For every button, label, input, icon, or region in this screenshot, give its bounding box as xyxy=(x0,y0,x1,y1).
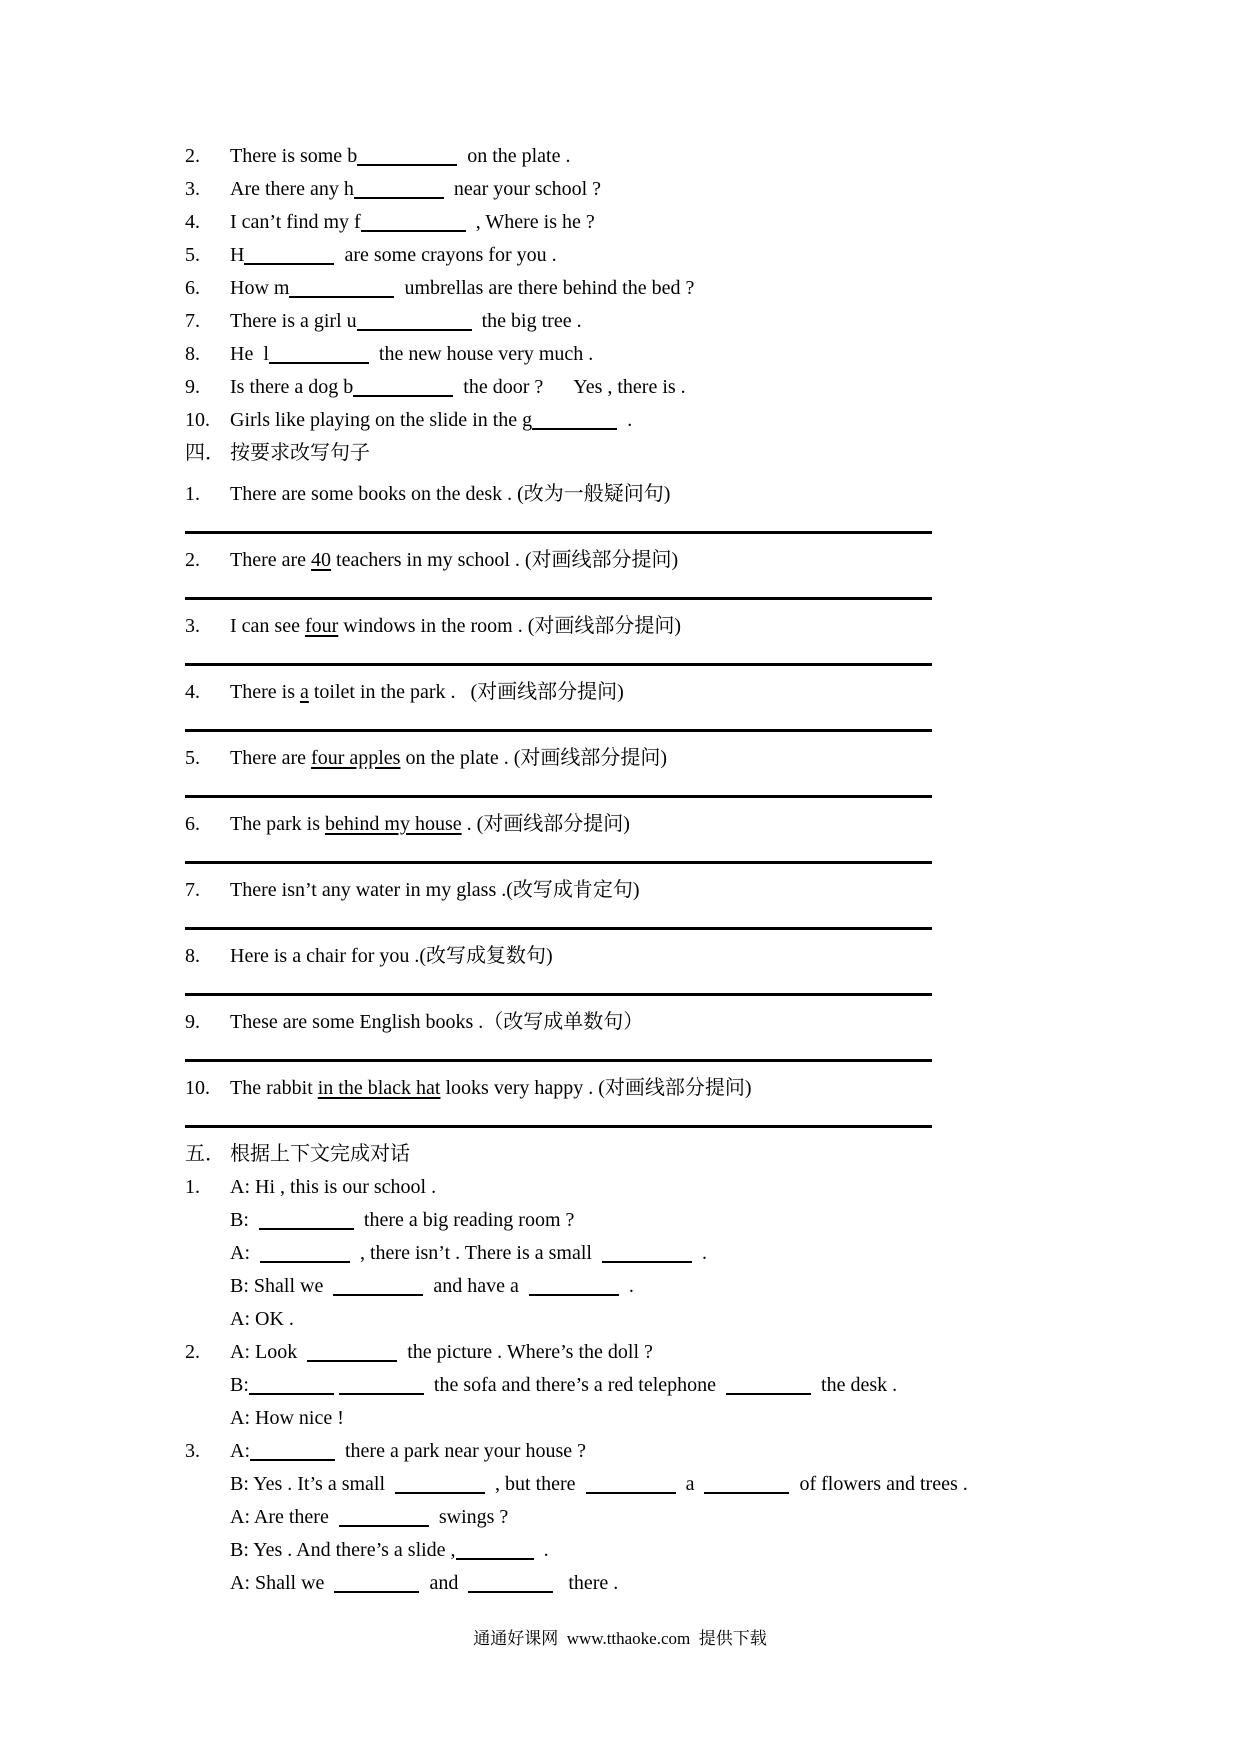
line-text: B: xyxy=(230,1374,249,1396)
line-text: B: Yes . It’s a small xyxy=(230,1473,396,1495)
fill-item xyxy=(185,404,1200,437)
blank-underline xyxy=(704,1478,789,1494)
line-text: are some crayons for you . xyxy=(334,244,557,266)
line-text: There is some b xyxy=(230,145,358,167)
rewrite-item xyxy=(185,874,1200,907)
fill-item xyxy=(185,140,1200,173)
line-text: How m xyxy=(230,277,290,299)
line-text: of flowers and trees . xyxy=(789,1473,968,1495)
line-text: He l xyxy=(230,343,269,365)
rewrite-items xyxy=(185,478,1200,1128)
item-number: 9. xyxy=(185,376,200,398)
page-footer: 通通好课网 www.tthaoke.com 提供下载 xyxy=(473,1629,767,1648)
line-text: B: Shall we xyxy=(230,1275,334,1297)
line-text: Are there any h xyxy=(230,178,354,200)
answer-line xyxy=(185,993,932,996)
blank-underline xyxy=(532,414,617,430)
line-text: There are xyxy=(230,549,312,571)
blank-underline xyxy=(334,1577,419,1593)
dialogue-line xyxy=(185,1534,1200,1567)
blank-underline xyxy=(249,1379,334,1395)
dialogue-line xyxy=(185,1303,1200,1336)
blank-underline xyxy=(244,249,334,265)
dialogue-line xyxy=(185,1435,1200,1468)
item-number: 10. xyxy=(185,1077,210,1099)
blank-underline xyxy=(269,348,369,364)
dialogue-line xyxy=(185,1567,1200,1600)
item-number: 7. xyxy=(185,310,200,332)
rewrite-item xyxy=(185,544,1200,577)
item-number: 8. xyxy=(185,343,200,365)
blank-underline xyxy=(602,1247,692,1263)
blank-underline xyxy=(395,1478,485,1494)
line-text: There isn’t any water in my glass .(改写成肯定句) xyxy=(230,879,640,901)
answer-line xyxy=(185,531,932,534)
fill-item xyxy=(185,338,1200,371)
line-text: I can see xyxy=(230,615,305,637)
underlined-text: four apples xyxy=(311,747,401,769)
blank-underline xyxy=(307,1346,397,1362)
dialogue-line xyxy=(185,1171,1200,1204)
line-text: looks very happy . (对画线部分提问) xyxy=(440,1077,752,1099)
answer-line xyxy=(185,1125,932,1128)
fill-item xyxy=(185,239,1200,272)
underlined-text: behind my house xyxy=(324,813,462,835)
section-rewrite-title: 按要求改写句子 xyxy=(230,442,370,464)
line-text: there . xyxy=(553,1572,619,1594)
section-dialogue-heading xyxy=(185,1138,1200,1171)
answer-line xyxy=(185,663,932,666)
line-text: and have a xyxy=(423,1275,529,1297)
line-text: . xyxy=(617,409,633,431)
underlined-text: a xyxy=(299,681,309,703)
blank-underline xyxy=(726,1379,811,1395)
blank-underline xyxy=(289,282,394,298)
blank-underline xyxy=(250,1445,335,1461)
rewrite-item xyxy=(185,478,1200,511)
blank-underline xyxy=(456,1544,534,1560)
item-number: 6. xyxy=(185,813,200,835)
item-number: 7. xyxy=(185,879,200,901)
line-text: the big tree . xyxy=(471,310,582,332)
dialogue-line xyxy=(185,1369,1200,1402)
line-text: . xyxy=(533,1539,549,1561)
line-text: There is a girl u xyxy=(230,310,357,332)
underlined-text: in the black hat xyxy=(317,1077,441,1099)
dialogue-line xyxy=(185,1336,1200,1369)
blank-underline xyxy=(339,1511,429,1527)
blank-underline xyxy=(353,381,453,397)
blank-underline xyxy=(468,1577,553,1593)
line-text: the door ? Yes , there is . xyxy=(453,376,686,398)
section-rewrite-heading xyxy=(185,437,1200,470)
blank-underline xyxy=(361,216,466,232)
fill-item xyxy=(185,305,1200,338)
fill-item xyxy=(185,272,1200,305)
line-text: near your school ? xyxy=(443,178,601,200)
line-text: toilet in the park . (对画线部分提问) xyxy=(308,681,624,703)
line-text: There is xyxy=(230,681,300,703)
line-text: These are some English books .（改写成单数句） xyxy=(230,1011,644,1033)
item-number: 9. xyxy=(185,1011,200,1033)
item-number: 10. xyxy=(185,409,210,431)
line-text: teachers in my school . (对画线部分提问) xyxy=(331,549,679,571)
item-number: 4. xyxy=(185,211,200,233)
line-text: H xyxy=(230,244,245,266)
underlined-text: 40 xyxy=(311,549,332,571)
item-number: 1. xyxy=(185,1176,200,1198)
line-text: A: Are there xyxy=(230,1506,339,1528)
line-text: , there isn’t . There is a small xyxy=(350,1242,602,1264)
blank-underline xyxy=(354,183,444,199)
dialogue-line xyxy=(185,1237,1200,1270)
answer-line xyxy=(185,729,932,732)
answer-line xyxy=(185,927,932,930)
dialogue-groups xyxy=(185,1171,1200,1600)
item-number: 5. xyxy=(185,747,200,769)
rewrite-item xyxy=(185,1006,1200,1039)
dialogue-line xyxy=(185,1501,1200,1534)
item-number: 3. xyxy=(185,178,200,200)
line-text: Is there a dog b xyxy=(230,376,354,398)
item-number: 1. xyxy=(185,483,200,505)
line-text: A: OK . xyxy=(230,1308,294,1330)
dialogue-line xyxy=(185,1468,1200,1501)
rewrite-item xyxy=(185,610,1200,643)
item-number: 3. xyxy=(185,1440,200,1462)
line-text: . xyxy=(691,1242,707,1264)
blank-underline xyxy=(529,1280,619,1296)
line-text: B: Yes . And there’s a slide , xyxy=(230,1539,456,1561)
line-text: and xyxy=(419,1572,469,1594)
item-number: 5. xyxy=(185,244,200,266)
line-text: Here is a chair for you .(改写成复数句) xyxy=(230,945,553,967)
blank-underline xyxy=(586,1478,676,1494)
line-text: A: xyxy=(230,1440,250,1462)
line-text: on the plate . xyxy=(457,145,571,167)
item-number: 6. xyxy=(185,277,200,299)
answer-line xyxy=(185,597,932,600)
line-text: The park is xyxy=(230,813,325,835)
fill-item xyxy=(185,173,1200,206)
line-text: the new house very much . xyxy=(368,343,594,365)
item-number: 4. xyxy=(185,681,200,703)
line-text: the sofa and there’s a red telephone xyxy=(423,1374,727,1396)
line-text: There are some books on the desk . (改为一般疑问句) xyxy=(230,483,671,505)
section-dialogue xyxy=(185,1138,1200,1600)
line-text: there a big reading room ? xyxy=(353,1209,575,1231)
line-text: . xyxy=(618,1275,634,1297)
rewrite-item xyxy=(185,1072,1200,1105)
blank-underline xyxy=(339,1379,424,1395)
blank-underline xyxy=(357,315,472,331)
blank-underline xyxy=(333,1280,423,1296)
answer-line xyxy=(185,861,932,864)
answer-line xyxy=(185,1059,932,1062)
line-text: the desk . xyxy=(811,1374,898,1396)
line-text: A: Hi , this is our school . xyxy=(230,1176,437,1198)
rewrite-item xyxy=(185,742,1200,775)
item-number: 2. xyxy=(185,145,200,167)
line-text: The rabbit xyxy=(230,1077,318,1099)
section-dialogue-number: 五． xyxy=(185,1143,225,1165)
section-rewrite-number: 四． xyxy=(185,442,225,464)
dialogue-line xyxy=(185,1402,1200,1435)
line-text: A: xyxy=(230,1242,260,1264)
line-text: I can’t find my f xyxy=(230,211,361,233)
line-text: umbrellas are there behind the bed ? xyxy=(394,277,695,299)
rewrite-item xyxy=(185,676,1200,709)
line-text: There are xyxy=(230,747,312,769)
rewrite-item xyxy=(185,808,1200,841)
line-text: the picture . Where’s the doll ? xyxy=(397,1341,653,1363)
blank-underline xyxy=(259,1214,354,1230)
section-rewrite xyxy=(185,437,1200,1128)
line-text: A: How nice ! xyxy=(230,1407,344,1429)
blank-underline xyxy=(260,1247,350,1263)
line-text: on the plate . (对画线部分提问) xyxy=(400,747,668,769)
fill-item xyxy=(185,371,1200,404)
section-dialogue-title: 根据上下文完成对话 xyxy=(230,1143,410,1165)
line-text: Girls like playing on the slide in the g xyxy=(230,409,533,431)
line-text: there a park near your house ? xyxy=(335,1440,586,1462)
item-number: 3. xyxy=(185,615,200,637)
section-letter-fill xyxy=(185,140,1200,437)
worksheet-content xyxy=(185,140,1200,1600)
blank-underline xyxy=(357,150,457,166)
answer-line xyxy=(185,795,932,798)
line-text: A: Look xyxy=(230,1341,308,1363)
underlined-text: four xyxy=(304,615,339,637)
line-text: B: xyxy=(230,1209,259,1231)
line-text: a xyxy=(675,1473,705,1495)
line-text: , Where is he ? xyxy=(465,211,595,233)
line-text: A: Shall we xyxy=(230,1572,335,1594)
line-text: , but there xyxy=(485,1473,586,1495)
dialogue-line xyxy=(185,1270,1200,1303)
item-number: 8. xyxy=(185,945,200,967)
item-number: 2. xyxy=(185,1341,200,1363)
fill-item xyxy=(185,206,1200,239)
rewrite-item xyxy=(185,940,1200,973)
item-number: 2. xyxy=(185,549,200,571)
line-text: swings ? xyxy=(428,1506,509,1528)
line-text: . (对画线部分提问) xyxy=(461,813,630,835)
line-text: windows in the room . (对画线部分提问) xyxy=(338,615,682,637)
dialogue-line xyxy=(185,1204,1200,1237)
